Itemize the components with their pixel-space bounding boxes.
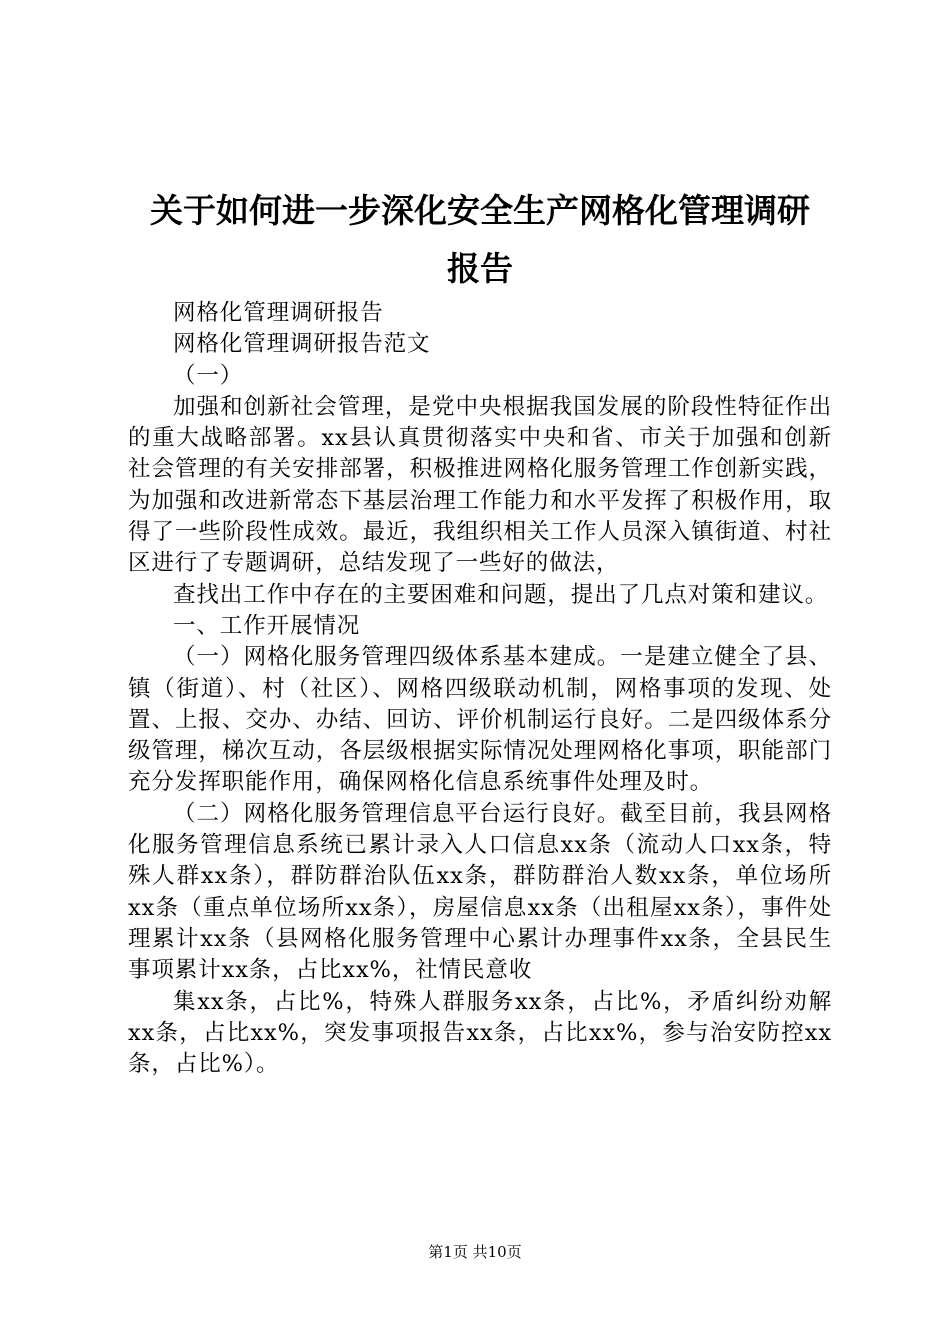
page-footer — [0, 1242, 950, 1262]
section-heading: 一、工作开展情况 — [173, 612, 361, 639]
subtitle-2: 网格化管理调研报告范文 — [173, 331, 431, 358]
subtitle-1: 网格化管理调研报告 — [173, 300, 384, 326]
section-marker: （一） — [173, 362, 244, 389]
title-line-1: 关于如何进一步深化安全生产网格化管理调研 — [150, 191, 810, 230]
paragraph: （一）网格化服务管理四级体系基本建成。一是建立健全了县、镇（街道）、村（社区）、网格四级联动机制，网格事项的发现、处置、上报、交办、办结、回访、评价机制运行良好。二是四级体系分级管理，梯次互动，各层级根据实际情况处理网格化事项，职能部门充分发挥职能作用，确保网格化信息系统事件处理及时。 — [128, 644, 832, 796]
title-line-2: 报告 — [447, 249, 513, 288]
document-title — [120, 182, 840, 298]
page-number: 第1页 共10页 — [428, 1243, 522, 1261]
paragraph: 集xx条，占比%，特殊人群服务xx条，占比%，矛盾纠纷劝解xx条，占比xx%，突发事项报告xx条，占比xx%，参与治安防控xx条，占比%）。 — [128, 988, 832, 1078]
paragraph: 加强和创新社会管理，是党中央根据我国发展的阶段性特征作出的重大战略部署。xx县认真贯彻落实中央和省、市关于加强和创新社会管理的有关安排部署，积极推进网格化服务管理工作创新实践，为加强和改进新常态下基层治理工作能力和水平发挥了积极作用，取得了一些阶段性成效。最近，我组织相关工作人员深入镇街道、村社区进行了专题调研，总结发现了一些好的做法， — [128, 393, 832, 577]
paragraph: 查找出工作中存在的主要困难和问题，提出了几点对策和建议。 — [173, 581, 829, 608]
document-body — [128, 298, 832, 1080]
paragraph: （二）网格化服务管理信息平台运行良好。截至目前，我县网格化服务管理信息系统已累计录入人口信息xx条（流动人口xx条，特殊人群xx条），群防群治队伍xx条，群防群治人数xx条，单位场所xx条（重点单位场所xx条），房屋信息xx条（出租屋xx条），事件处理累计xx条（县网格化服务管理中心累计办理事件xx条，全县民生事项累计xx条，占比xx%，社情民意收 — [128, 800, 832, 984]
